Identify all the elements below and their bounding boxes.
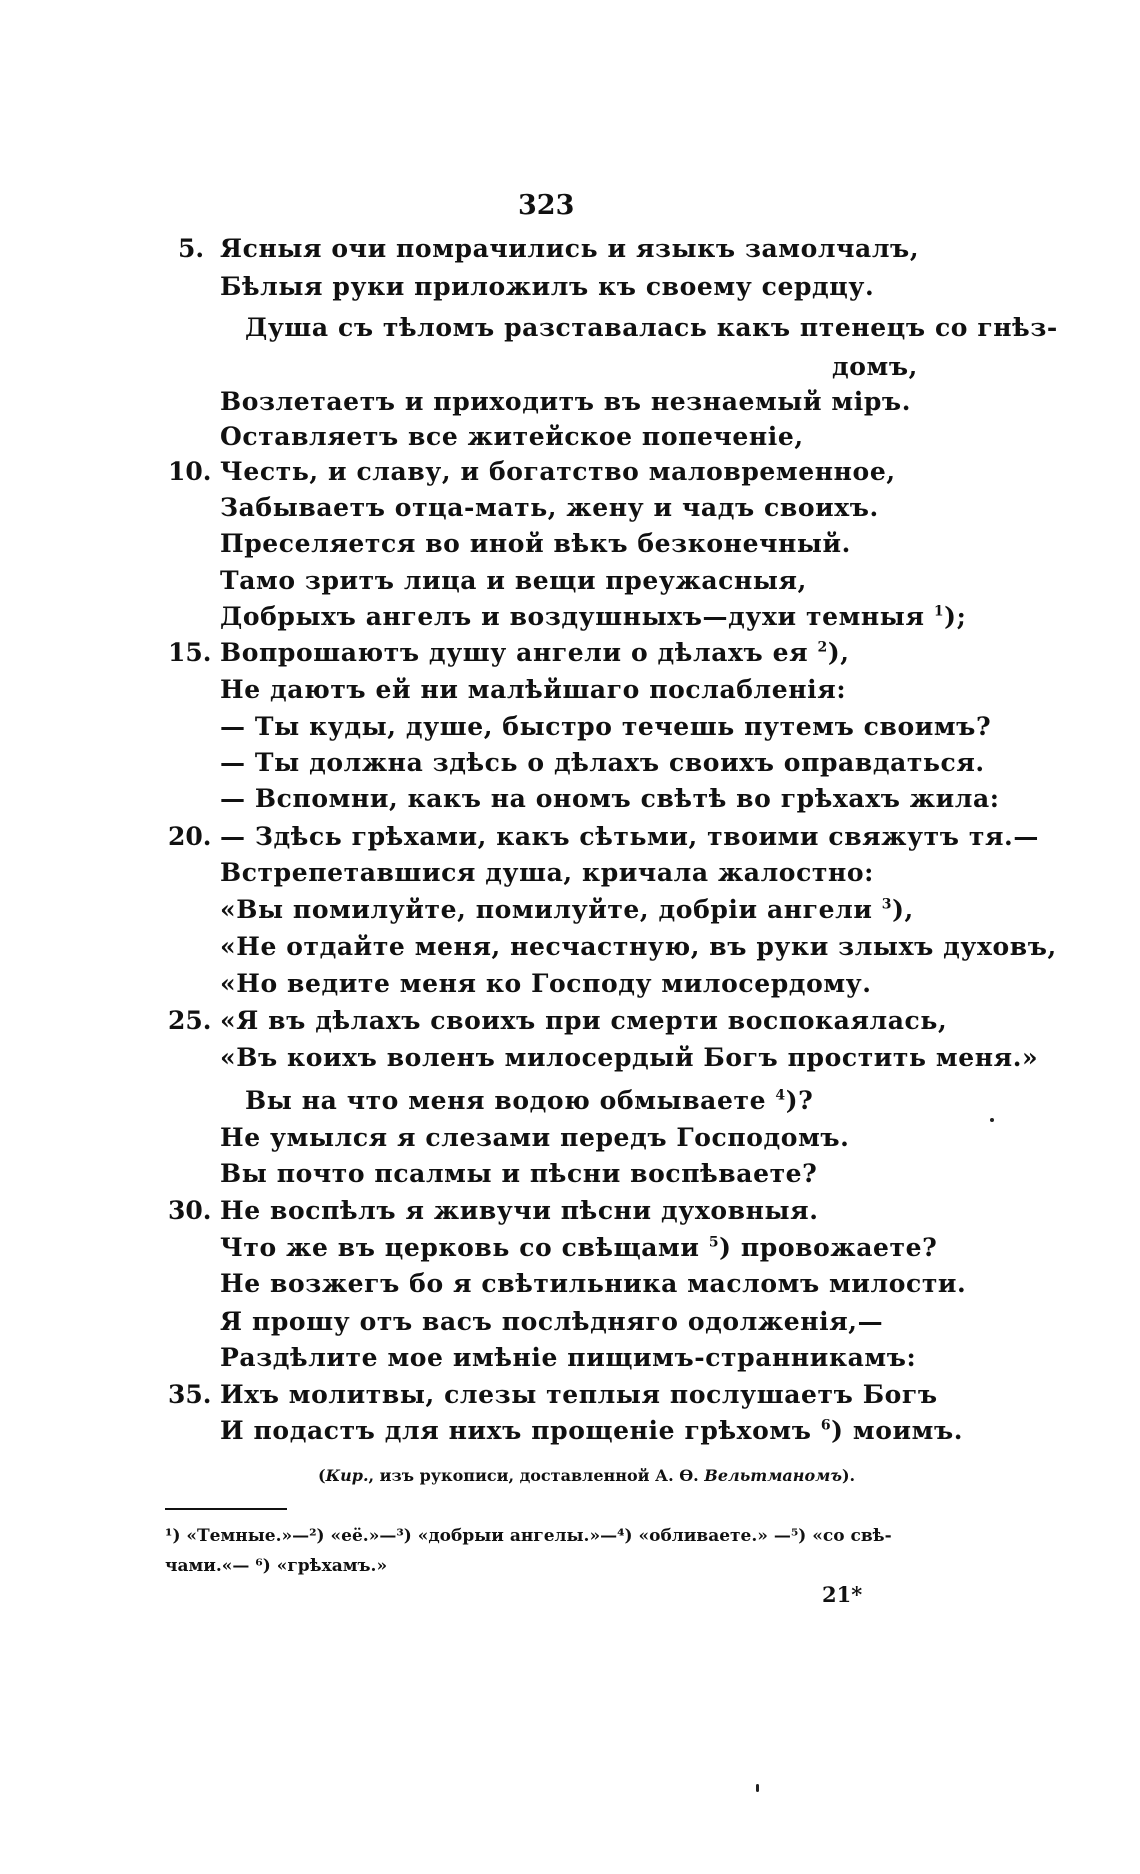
verse-line [220,1307,883,1336]
verse-number: 30. [168,1196,212,1225]
verse-line [220,1159,817,1188]
verse-number: 5. [178,234,205,263]
verse-punctuation: ); [944,602,967,631]
verse-text: Что же въ церковь со свѣщами [220,1233,700,1262]
verse-line [220,272,874,301]
footnote-marker: 3 [881,896,893,913]
verse-line [832,352,918,381]
ink-speck [990,1118,994,1122]
verse-text: «Но ведите меня ко Господу милосердому. [220,969,872,998]
ink-speck [756,1784,759,1792]
footnote-marker: 4 [775,1087,786,1104]
verse-number: 20. [168,822,212,851]
verse-text: «Я въ дѣлахъ своихъ при смерти воспокаялась, [220,1006,948,1035]
verse-punctuation: ) моимъ. [831,1416,964,1445]
verse-text: Добрыхъ ангелъ и воздушныхъ—духи темныя [220,602,925,631]
verse-text: Бѣлыя руки приложилъ къ своему сердцу. [220,272,875,301]
verse-text: Тамо зритъ лица и вещи преужасныя, [220,566,807,595]
verse-line [220,234,919,263]
verse-line [220,1416,963,1445]
verse-line [220,748,985,777]
footnote-line: чами.«— ⁶) «грѣхамъ.» [165,1556,388,1576]
verse-line [220,1006,947,1035]
footnote-line: ¹) «Темные.»—²) «её.»—³) «добрыи ангелы.»—⁴) «обливаете.» —⁵) «со свѣ- [165,1526,892,1546]
credit-middle: , изъ рукописи, доставленной А. Ө. [368,1466,705,1485]
verse-line [220,1196,819,1225]
verse-text: Вопрошаютъ душу ангели о дѣлахъ ея [220,638,809,667]
source-credit [318,1466,855,1485]
verse-text: домъ, [832,352,918,381]
verse-line [220,675,846,704]
verse-line [220,932,1057,961]
verse-line [220,602,966,631]
verse-text: Забываетъ отца-мать, жену и чадъ своихъ. [220,493,879,522]
verse-text: Оставляетъ все житейское попеченіе, [220,422,804,451]
verse-punctuation: )? [785,1086,814,1115]
credit-name: Вельтманомъ [704,1466,842,1485]
verse-text: — Вспомни, какъ на ономъ свѣтѣ во грѣхахъ жила: [220,784,1000,813]
verse-line [220,969,872,998]
verse-line [220,566,807,595]
verse-line [220,895,914,924]
footnote-marker: 6 [820,1417,832,1434]
verse-number: 25. [168,1006,212,1035]
verse-line [220,1233,937,1262]
footnote-marker: 1 [933,603,945,620]
verse-text: Вы на что меня водою обмываете [245,1086,767,1115]
verse-text: Не умылся я слезами передъ Господомъ. [220,1123,850,1152]
verse-text: «Въ коихъ воленъ милосердый Богъ простить меня.» [220,1043,1039,1072]
verse-number: 15. [168,638,212,667]
signature-mark: 21* [822,1582,863,1607]
footnote-marker: 2 [817,639,828,656]
credit-close: ). [841,1466,856,1485]
credit-author: Кир. [325,1466,369,1485]
verse-text: Ясныя очи помрачились и языкъ замолчалъ, [220,234,920,263]
verse-line [220,712,991,741]
verse-line [220,422,804,451]
verse-text: Возлетаетъ и приходитъ въ незнаемый міръ. [220,387,911,416]
verse-number: 10. [168,457,212,486]
verse-text: Не воспѣлъ я живучи пѣсни духовныя. [220,1196,819,1225]
verse-line [220,493,879,522]
verse-text: Вы почто псалмы и пѣсни воспѣваете? [220,1159,818,1188]
verse-punctuation: ), [827,638,850,667]
verse-text: «Вы помилуйте, помилуйте, добріи ангели [220,895,873,924]
verse-text: Встрепетавшися душа, кричала жалостно: [220,858,875,887]
verse-text: Душа съ тѣломъ разставалась какъ птенецъ со гнѣз- [245,313,1058,342]
verse-text: Преселяется во иной вѣкъ безконечный. [220,529,851,558]
verse-number: 35. [168,1380,212,1409]
verse-line [220,1269,966,1298]
verse-line [220,1123,849,1152]
verse-line [220,784,1000,813]
verse-line [220,529,851,558]
verse-text: Ихъ молитвы, слезы теплыя послушаетъ Богъ [220,1380,938,1409]
verse-text: Раздѣлите мое имѣніе пищимъ-странникамъ: [220,1343,917,1372]
verse-line [220,1380,938,1409]
verse-punctuation: ) провожаете? [719,1233,938,1262]
verse-punctuation: ), [892,895,914,924]
verse-line [220,1043,1038,1072]
verse-line [220,858,874,887]
verse-text: Честь, и славу, и богатство маловременное, [220,457,896,486]
verse-text: — Здѣсь грѣхами, какъ сѣтьми, твоими свяжутъ тя.— [220,822,1039,851]
verse-text: Я прошу отъ васъ послѣдняго одолженія,— [220,1307,884,1336]
footnote-marker: 5 [708,1234,720,1251]
verse-text: Не возжегъ бо я свѣтильника масломъ милости. [220,1269,967,1298]
verse-line [220,822,1039,851]
verse-line [220,638,850,667]
verse-line [220,1343,916,1372]
verse-line [245,1086,813,1115]
verse-text: И подастъ для нихъ прощеніе грѣхомъ [220,1416,812,1445]
verse-text: — Ты должна здѣсь о дѣлахъ своихъ оправдаться. [220,748,985,777]
page-number: 323 [518,190,575,221]
verse-line [220,457,896,486]
verse-line [245,313,1058,342]
verse-text: — Ты куды, душе, быстро течешь путемъ своимъ? [220,712,992,741]
verse-line [220,387,911,416]
footnote-divider [165,1508,287,1510]
verse-text: Не даютъ ей ни малѣйшаго послабленія: [220,675,847,704]
credit-open: ( [318,1466,326,1485]
verse-text: «Не отдайте меня, несчастную, въ руки злыхъ духовъ, [220,932,1057,961]
